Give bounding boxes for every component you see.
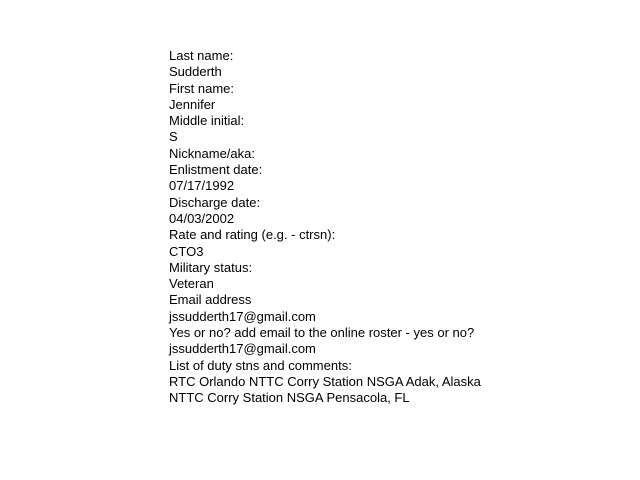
duty-stations-line-2: NTTC Corry Station NSGA Pensacola, FL	[169, 390, 410, 406]
member-record	[169, 48, 629, 407]
military-status-label: Military status:	[169, 259, 253, 275]
first-name-value: Jennifer	[169, 96, 216, 112]
email-label: Email address	[169, 292, 252, 308]
first-name-label: First name:	[169, 80, 235, 96]
discharge-date-label: Discharge date:	[169, 194, 261, 210]
rate-rating-label: Rate and rating (e.g. - ctrsn):	[169, 227, 336, 243]
middle-initial-label: Middle initial:	[169, 113, 245, 129]
nickname-label: Nickname/aka:	[169, 145, 255, 161]
roster-answer-value: jssudderth17@gmail.com	[169, 341, 316, 357]
enlistment-date-value: 07/17/1992	[169, 178, 235, 194]
enlistment-date-label: Enlistment date:	[169, 162, 263, 178]
roster-question-label: Yes or no? add email to the online roster - yes or no?	[169, 325, 475, 341]
duty-stations-line-1: RTC Orlando NTTC Corry Station NSGA Adak, Alaska	[169, 373, 481, 389]
military-status-value: Veteran	[169, 276, 214, 292]
discharge-date-value: 04/03/2002	[169, 210, 235, 226]
rate-rating-value: CTO3	[169, 243, 204, 259]
last-name-value: Sudderth	[169, 64, 222, 80]
last-name-label: Last name:	[169, 48, 234, 63]
duty-stations-label: List of duty stns and comments:	[169, 357, 352, 373]
email-value: jssudderth17@gmail.com	[169, 308, 316, 324]
middle-initial-value: S	[169, 129, 178, 145]
